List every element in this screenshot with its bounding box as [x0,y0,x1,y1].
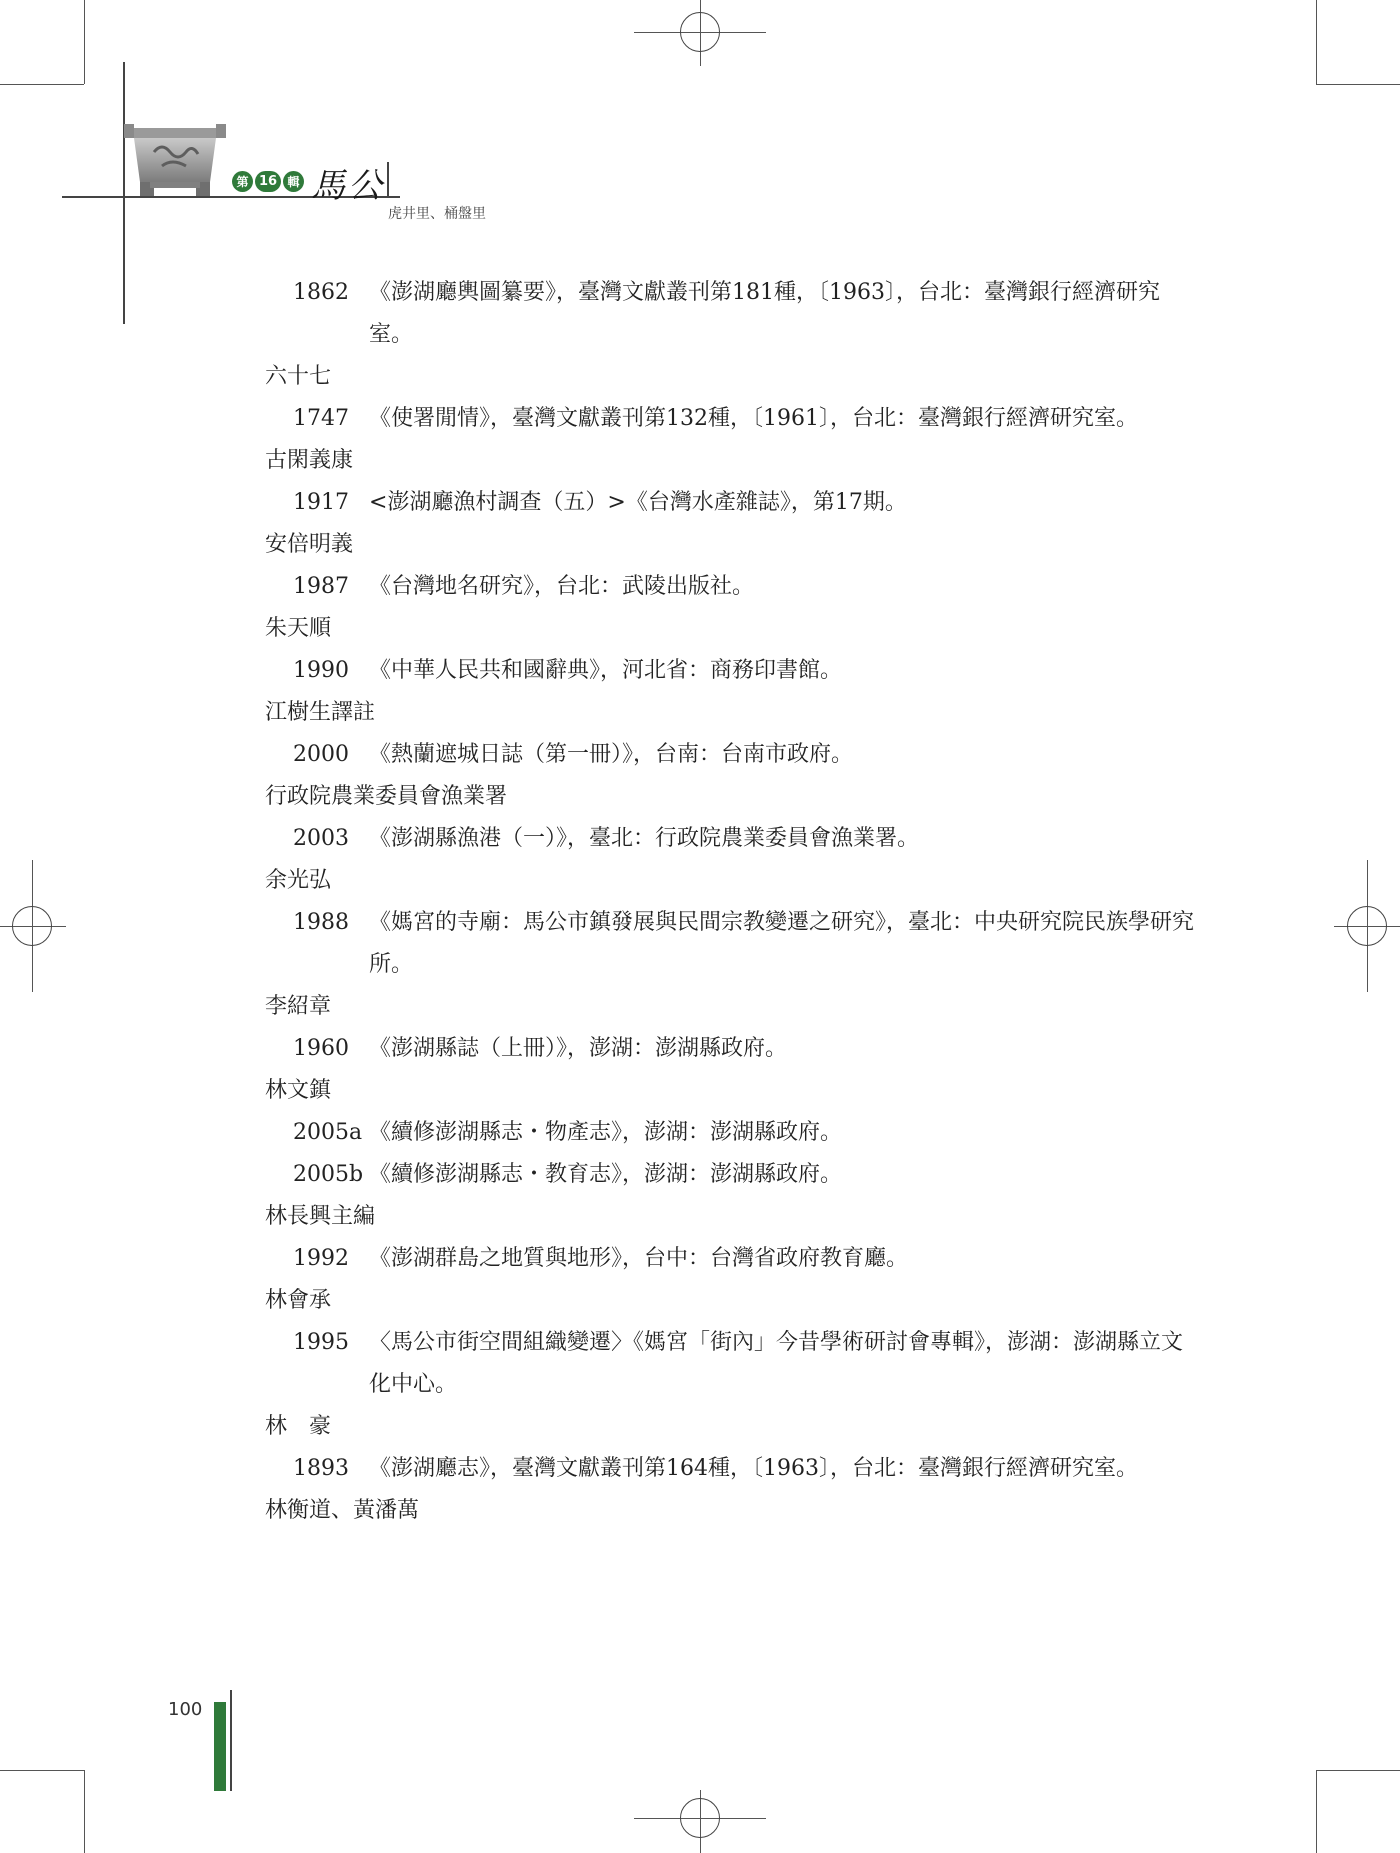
series-number: 16 [255,171,281,192]
crop-mark [84,0,85,84]
entry-text: 《熱蘭遮城日誌（第一冊）》，台南：台南市政府。 [369,742,854,767]
series-badge [232,171,304,192]
bibliography-author: 古閑義康 [265,448,354,473]
stone-planter-icon [124,122,226,198]
entry-year: 1990 [293,658,349,683]
page-number: 100 [168,1699,203,1720]
bibliography-entry [265,818,1195,860]
entry-year: 1862 [293,280,349,305]
bibliography-entry [265,902,1195,986]
page-number-rule [230,1690,232,1791]
series-title: 馬公 [311,166,385,206]
entry-year: 1987 [293,574,349,599]
entry-text: 《續修澎湖縣志・教育志》，澎湖：澎湖縣政府。 [369,1162,843,1187]
series-prefix: 第 [232,171,253,192]
header-rule-divider [387,162,389,196]
entry-text: 《澎湖群島之地質與地形》，台中：台灣省政府教育廳。 [369,1246,909,1271]
registration-mark [680,12,720,52]
entry-year: 1992 [293,1246,349,1271]
bibliography-entry [265,1448,1195,1490]
bibliography-author: 余光弘 [265,868,332,893]
entry-text: 《台灣地名研究》，台北：武陵出版社。 [369,574,755,599]
bibliography-author: 林文鎮 [265,1078,332,1103]
crop-mark [84,1770,85,1853]
crop-mark [1316,84,1400,85]
bibliography-entry [265,398,1195,440]
bibliography-author: 安倍明義 [265,532,354,557]
entry-year: 1960 [293,1036,349,1061]
entry-text: 《使署閒情》，臺灣文獻叢刊第132種，〔1961〕，台北：臺灣銀行經濟研究室。 [369,406,1138,431]
crop-mark [1316,0,1317,84]
bibliography-list [265,272,1195,1532]
crop-mark [1316,1770,1317,1853]
bibliography-author: 行政院農業委員會漁業署 [265,784,508,809]
crop-mark [0,1770,84,1771]
crop-mark [0,84,84,85]
series-suffix: 輯 [283,171,304,192]
entry-year: 1893 [293,1456,349,1481]
bibliography-author: 江樹生譯註 [265,700,376,725]
entry-year: 2003 [293,826,349,851]
entry-text: 《媽宮的寺廟：馬公市鎮發展與民間宗教變遷之研究》，臺北：中央研究院民族學研究所。 [369,910,1195,977]
bibliography-entry [265,482,1195,524]
bibliography-entry [265,566,1195,608]
entry-text: 《澎湖廳輿圖纂要》，臺灣文獻叢刊第181種，〔1963〕，台北：臺灣銀行經濟研究室。 [369,280,1160,347]
bibliography-author: 六十七 [265,364,332,389]
bibliography-author: 林 豪 [265,1414,332,1439]
entry-text: <澎湖廳漁村調查（五）>《台灣水產雜誌》，第17期。 [369,490,907,515]
crop-mark [1316,1770,1400,1771]
bibliography-entry [265,272,1195,356]
bibliography-entry [265,1112,1195,1154]
entry-year: 1995 [293,1330,349,1355]
entry-year: 2005a [293,1120,363,1145]
registration-mark [1347,906,1387,946]
bibliography-entry [265,1322,1195,1406]
entry-text: 《中華人民共和國辭典》，河北省：商務印書館。 [369,658,843,683]
entry-text: 〈馬公市街空間組織變遷〉《媽宮「街內」今昔學術研討會專輯》，澎湖：澎湖縣立文化中心。 [369,1330,1184,1397]
header-subtitle: 虎井里、桶盤里 [388,206,486,222]
entry-year: 2005b [293,1162,364,1187]
entry-text: 《澎湖廳志》，臺灣文獻叢刊第164種，〔1963〕，台北：臺灣銀行經濟研究室。 [369,1456,1138,1481]
bibliography-author: 林衡道、黃潘萬 [265,1498,420,1523]
bibliography-author: 朱天順 [265,616,332,641]
bibliography-entry [265,1028,1195,1070]
entry-text: 《澎湖縣漁港（一）》，臺北：行政院農業委員會漁業署。 [369,826,920,851]
bibliography-author: 李紹章 [265,994,332,1019]
bibliography-entry [265,1154,1195,1196]
page-number-bar [214,1702,226,1791]
registration-mark [680,1798,720,1838]
entry-year: 2000 [293,742,349,767]
bibliography-entry [265,1238,1195,1280]
entry-text: 《澎湖縣誌（上冊）》，澎湖：澎湖縣政府。 [369,1036,788,1061]
entry-year: 1917 [293,490,349,515]
entry-year: 1747 [293,406,349,431]
bibliography-author: 林會承 [265,1288,332,1313]
bibliography-entry [265,734,1195,776]
bibliography-entry [265,650,1195,692]
entry-text: 《續修澎湖縣志・物產志》，澎湖：澎湖縣政府。 [369,1120,843,1145]
registration-mark [12,906,52,946]
entry-year: 1988 [293,910,349,935]
bibliography-author: 林長興主編 [265,1204,376,1229]
